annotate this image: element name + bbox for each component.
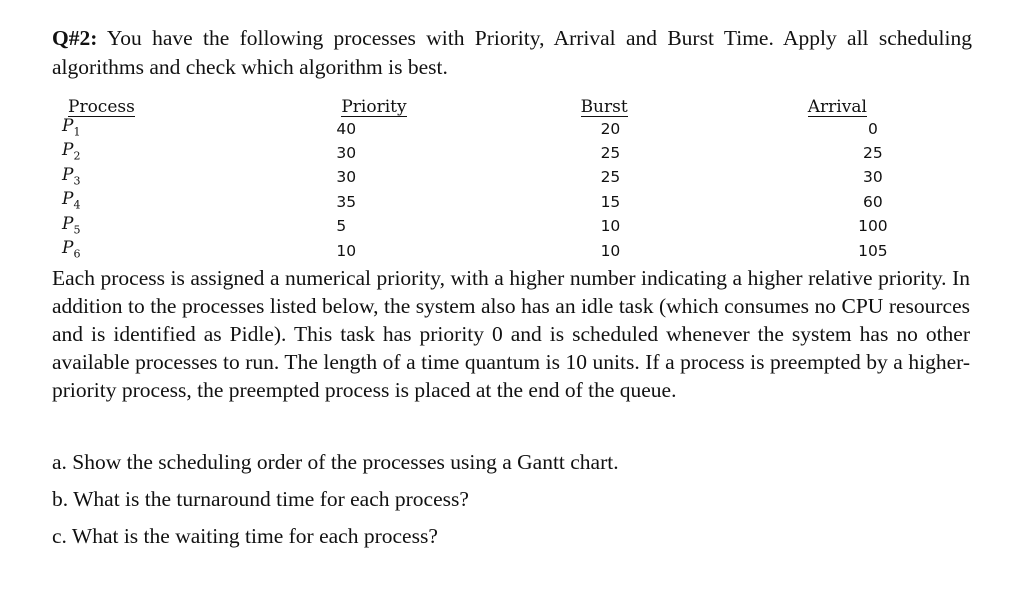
burst-cell: 10 — [600, 241, 621, 260]
table-row — [62, 141, 1009, 165]
priority-cell: 10 — [336, 241, 357, 260]
process-name: $P_1$ — [62, 116, 81, 139]
task-a: a. Show the scheduling order of the processes using a Gantt chart. — [52, 450, 619, 474]
table-row — [62, 190, 1009, 214]
process-name: $P_4$ — [62, 189, 81, 212]
process-name: $P_5$ — [62, 213, 81, 236]
arrival-cell: 0 — [867, 119, 878, 138]
table-row — [62, 239, 1009, 263]
priority-cell: 30 — [336, 168, 357, 187]
task-b: b. What is the turnaround time for each process? — [52, 487, 469, 511]
priority-cell: 5 — [336, 217, 347, 236]
table-row — [62, 117, 1009, 141]
header-arrival: Arrival — [807, 97, 867, 117]
header-priority: Priority — [341, 97, 407, 117]
question-header — [52, 24, 972, 82]
table-row — [62, 215, 1009, 239]
problem-description: Each process is assigned a numerical priority, with a higher number indicating a higher relative priority. In addition to the processes listed below, the system also has an idle task (which consumes no CPU resources and is identified as Pidle). This task has priority 0 and is scheduled whenever the system has no other available processes to run. The length of a time quantum is 10 units. If a process is preempted by a higher-priority process, the preempted process is placed at the end of the queue. — [52, 266, 970, 402]
priority-cell: 40 — [336, 119, 357, 138]
header-process: Process — [68, 97, 135, 117]
arrival-cell: 60 — [863, 192, 883, 211]
question-text: You have the following processes with Priority, Arrival and Burst Time. Apply all scheduling algorithms and check which algorithm is best. — [52, 26, 973, 79]
priority-cell: 35 — [336, 192, 357, 211]
process-name: $P_2$ — [62, 140, 81, 163]
table-row — [62, 166, 1009, 190]
burst-cell: 10 — [600, 217, 621, 236]
process-name: $P_3$ — [62, 164, 81, 188]
arrival-cell: 25 — [863, 144, 883, 163]
process-table — [62, 95, 1009, 263]
burst-cell: 25 — [600, 144, 621, 163]
arrival-cell: 105 — [858, 241, 888, 260]
burst-cell: 15 — [600, 192, 621, 211]
arrival-cell: 100 — [858, 217, 888, 236]
burst-cell: 20 — [600, 119, 621, 138]
question-label: Q#2: — [52, 26, 98, 50]
burst-cell: 25 — [600, 168, 621, 187]
process-name: $P_6$ — [62, 237, 81, 261]
arrival-cell: 30 — [863, 168, 883, 187]
table-header-row — [62, 95, 1009, 117]
header-burst: Burst — [580, 97, 628, 117]
priority-cell: 30 — [336, 144, 357, 163]
task-c: c. What is the waiting time for each process? — [52, 524, 438, 548]
